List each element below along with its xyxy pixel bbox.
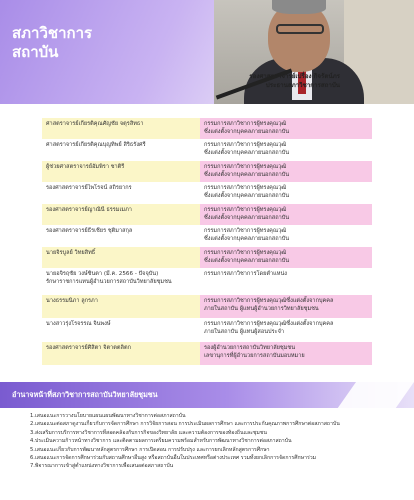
decorative-tab	[338, 382, 414, 408]
table-row	[42, 182, 378, 204]
table-row	[42, 318, 378, 342]
member-role: กรรมการสภาวิชาการผู้ทรงคุณวุฒิ ซึ่งแต่งตั้งจากบุคคลภายนอกสถาบัน	[200, 161, 372, 182]
member-name: นายจิรบูลย์ วิทยสิทธิ์	[42, 247, 200, 268]
photo-caption	[150, 72, 340, 90]
member-name: รองศาสตราจารย์ศิสิตา จิตาตตลิตก	[42, 342, 200, 365]
list-item: 2.เสนอแนะต่อสภาดูงานเกี่ยวกับการจัดการศึกษา การวิจัยการสอน การประเมินผลการศึกษา และการประกันคุณภาพการศึกษาต่อสภาสถาบัน	[30, 421, 340, 428]
member-role: กรรมการสภาวิชาการโดยตำแหน่ง	[204, 271, 288, 277]
member-name: นางธรรมนิภา ลูกรภา	[42, 295, 200, 318]
member-role: กรรมการสภาวิชาการผู้ทรงคุณวุฒิซึ่งแต่งตั้งจากบุคคล ภายในสถาบัน ผู้แทนผู้สอนประจำ	[204, 321, 334, 335]
members-table	[42, 118, 378, 365]
header-banner	[0, 0, 414, 104]
member-name: ผู้ช่วยศาสตราจารย์อัมพิรา ชาติรี	[42, 161, 200, 182]
member-name: รองศาสตราจารย์ไพโรจน์ สถิรยากร	[46, 185, 132, 191]
table-row	[42, 247, 378, 268]
member-role: กรรมการสภาวิชาการผู้ทรงคุณวุฒิ ซึ่งแต่งตั้งจากบุคคลภายนอกสถาบัน	[200, 204, 372, 225]
member-role: กรรมการสภาวิชาการผู้ทรงคุณวุฒิ ซึ่งแต่งตั้งจากบุคคลภายนอกสถาบัน	[204, 228, 290, 242]
member-role: กรรมการสภาวิชาการผู้ทรงคุณวุฒิ ซึ่งแต่งตั้งจากบุคคลภายนอกสถาบัน	[204, 185, 290, 199]
table-row	[42, 268, 378, 295]
title-line-2: สถาบัน	[12, 43, 59, 61]
list-item: 7.พิจารณาการเข้าสู่ตำแหน่งทางวิชาการเพื่อเสนอต่อสภาสถาบัน	[30, 463, 174, 470]
table-row	[42, 295, 378, 318]
chairman-title: ประธานสภาวิชาการสถาบัน	[265, 82, 340, 89]
member-name: รองศาสตราจารย์ธีรเชียร ชุติมาสกุล	[46, 228, 133, 234]
table-row	[42, 342, 378, 365]
duties-list	[30, 412, 402, 471]
member-name: นายอจิรฤชัย วงษ์ชินตา (มี.ค. 2566 - ปัจจุบัน) รักษาราชการแทนผู้อำนวยการสถาบันวิทยาลัยชุมชน	[46, 271, 172, 285]
table-row	[42, 204, 378, 225]
member-role: กรรมการสภาวิชาการผู้ทรงคุณวุฒิ ซึ่งแต่งตั้งจากบุคคลภายนอกสถาบัน	[200, 118, 372, 139]
table-row	[42, 225, 378, 247]
member-role: กรรมการสภาวิชาการผู้ทรงคุณวุฒิ ซึ่งแต่งตั้งจากบุคคลภายนอกสถาบัน	[204, 142, 290, 156]
chairman-name: รองศาสตราจารย์เปรื่อง กิจรัตน์ภร	[249, 73, 340, 80]
member-name: รองศาสตราจารย์ญาณินี ธรรมเมภา	[42, 204, 200, 225]
title-line-1: สภาวิชาการ	[12, 24, 93, 42]
page-title	[12, 24, 132, 62]
list-item: 4.ประเมินความก้าวหน้าทางวิชาการ และติดตามผลการเตรียมความพร้อมสำหรับการพัฒนาทางวิชาการต่อสภาสถาบัน	[30, 438, 292, 445]
list-item: 5.เสนอแนะเกี่ยวกับการพัฒนาหลักสูตรการศึกษา การเปิดสอน การปรับปรุง และการยกเลิกหลักสูตรการศึกษา	[30, 446, 270, 453]
member-role: กรรมการสภาวิชาการผู้ทรงคุณวุฒิซึ่งแต่งตั้งจากบุคคล ภายในสถาบัน ผู้แทนผู้อำนวยการวิทยาลัยชุมชน	[200, 295, 372, 318]
table-row	[42, 118, 378, 139]
list-item: 3.ส่งเสริมการบริการทางวิชาการที่สอดคล้องกับการกิจของวิทยาลัย และความต้องการของท้องถิ่นและชุมชน	[30, 429, 267, 436]
member-name: นางสาวรุ่งโรจรรณ จินพงษ์	[46, 321, 111, 327]
member-name: ศาสตราจารย์เกียรติคุณบุญทิพย์ สิริธรังศรี	[46, 142, 146, 148]
table-row	[42, 139, 378, 161]
member-role: รองผู้อำนวยการสถาบันวิทยาลัยชุมชน เลขานุการที่ผู้อำนวยการสถาบันมอบหมาย	[200, 342, 372, 365]
list-item: 1.เสนอแนะการวางนโยบายแผนแผนพัฒนาทางวิชาการต่อสภาสถาบัน	[30, 413, 186, 419]
table-row	[42, 161, 378, 182]
section-heading-band	[0, 382, 414, 408]
section-heading: อำนาจหน้าที่สภาวิชาการสถาบันวิทยาลัยชุมชน	[12, 390, 158, 399]
member-role: กรรมการสภาวิชาการผู้ทรงคุณวุฒิ ซึ่งแต่งตั้งจากบุคคลภายนอกสถาบัน	[200, 247, 372, 268]
member-name: ศาสตราจารย์เกียรติคุณศัญชัย จตุรสิทธา	[42, 118, 200, 139]
list-item: 6.เสนอแนะการจัดการศึกษาร่วมกับสถานศึกษาอื่นสูง หรือสถาบันอื่นในประเทศหรือต่างประเทศ รวมทั้งยกเลิกการจัดการศึกษาร่วม	[30, 455, 317, 462]
